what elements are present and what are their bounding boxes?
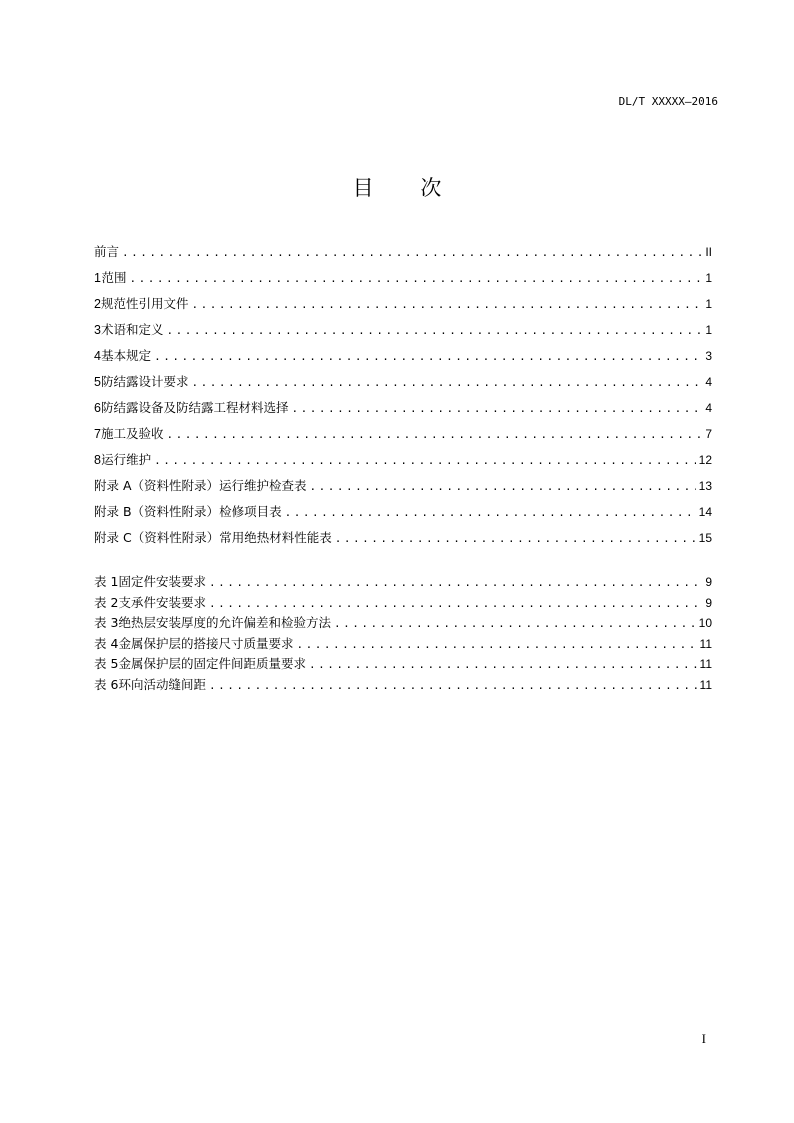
appendix-prefix: 附录 C（资料性附录） xyxy=(94,530,220,545)
toc-entry-label: 防结露设计要求 xyxy=(100,374,189,389)
toc-entry-label: 范围 xyxy=(101,270,127,285)
toc-entry-foreword[interactable] xyxy=(94,239,712,265)
document-code: DL/T XXXXX—2016 xyxy=(618,95,718,108)
toc-entry-scope[interactable] xyxy=(94,265,712,291)
dot-leader xyxy=(167,422,703,448)
dot-leader xyxy=(334,614,696,635)
table-entry[interactable] xyxy=(94,613,712,634)
toc-entry-page: 15 xyxy=(698,531,712,545)
dot-leader xyxy=(285,500,696,526)
toc-entry-page: II xyxy=(705,245,712,259)
table-entry[interactable] xyxy=(94,572,712,593)
toc-entry-page: 7 xyxy=(705,427,712,441)
table-entry-page: 9 xyxy=(705,575,712,589)
toc-entry-page: 4 xyxy=(705,401,712,415)
toc-entry-label: 施工及验收 xyxy=(100,426,164,441)
table-number: 表 3 xyxy=(94,615,119,630)
toc-entry-appendix-b[interactable] xyxy=(94,499,712,525)
toc-entry-appendix-c[interactable] xyxy=(94,525,712,551)
toc-entry-appendix-a[interactable] xyxy=(94,473,712,499)
toc-entry-equipment-materials[interactable] xyxy=(94,395,712,421)
table-entry-label: 绝热层安装厚度的允许偏差和检验方法 xyxy=(118,615,331,630)
list-of-tables xyxy=(94,572,712,695)
table-number: 表 2 xyxy=(94,594,119,610)
table-entry-label: 固定件安装要求 xyxy=(118,574,206,589)
table-entry[interactable] xyxy=(94,634,712,655)
toc-entry-label: 基本规定 xyxy=(101,348,152,363)
toc-entry-label: 常用绝热材料性能表 xyxy=(219,530,332,545)
dot-leader xyxy=(167,318,703,344)
table-entry-label: 金属保护层的搭接尺寸质量要求 xyxy=(118,635,294,651)
appendix-prefix: 附录 A（资料性附录） xyxy=(94,478,220,493)
toc-entry-page: 1 xyxy=(705,271,712,285)
page-number: I xyxy=(701,1031,706,1046)
toc-entry-operation-maintenance[interactable] xyxy=(94,447,712,473)
table-number: 表 6 xyxy=(94,676,119,692)
dot-leader xyxy=(209,676,697,697)
page-title: 目 次 xyxy=(352,176,462,200)
toc-entry-label: 规范性引用文件 xyxy=(100,296,189,311)
table-entry-label: 环向活动缝间距 xyxy=(118,676,206,692)
toc-entry-page: 14 xyxy=(698,505,712,519)
toc-entry-page: 4 xyxy=(705,375,712,389)
dot-leader xyxy=(191,370,702,396)
dot-leader xyxy=(191,292,702,318)
toc-entry-normative-references[interactable] xyxy=(94,291,712,317)
table-entry-page: 11 xyxy=(699,657,712,671)
toc-entry-terms[interactable] xyxy=(94,317,712,343)
toc-entry-label: 运行维护检查表 xyxy=(219,478,307,493)
table-entry-label: 支承件安装要求 xyxy=(118,594,206,610)
toc-entry-number: 1 xyxy=(94,271,101,285)
toc-entry-construction-acceptance[interactable] xyxy=(94,421,712,447)
toc-entry-label: 术语和定义 xyxy=(100,322,164,337)
toc-entry-page: 3 xyxy=(705,349,712,363)
dot-leader xyxy=(122,240,702,266)
dot-leader xyxy=(154,448,696,474)
toc-entry-number: 7 xyxy=(94,427,101,441)
dot-leader xyxy=(309,655,697,676)
table-entry-page: 10 xyxy=(698,616,712,630)
toc-entry-number: 3 xyxy=(94,323,101,337)
dot-leader xyxy=(154,344,702,370)
table-entry-page: 9 xyxy=(705,595,712,610)
toc-entry-page: 1 xyxy=(705,323,712,337)
table-number: 表 4 xyxy=(94,635,119,651)
table-entry-page: 11 xyxy=(699,636,712,651)
toc-entry-number: 2 xyxy=(94,297,101,311)
table-entry[interactable] xyxy=(94,593,712,614)
toc-entry-page: 13 xyxy=(698,479,712,493)
toc-entry-label: 防结露设备及防结露工程材料选择 xyxy=(100,400,289,415)
appendix-prefix: 附录 B（资料性附录） xyxy=(94,504,220,519)
toc-entry-label: 运行维护 xyxy=(101,452,152,467)
dot-leader xyxy=(129,266,702,292)
toc-entry-design-requirements[interactable] xyxy=(94,369,712,395)
dot-leader xyxy=(335,526,696,552)
toc-entry-basic-rules[interactable] xyxy=(94,343,712,369)
toc-entry-label: 前言 xyxy=(94,244,120,259)
table-entry-page: 11 xyxy=(699,677,712,692)
dot-leader xyxy=(209,573,702,594)
dot-leader xyxy=(296,635,696,656)
toc-entry-number: 5 xyxy=(94,375,101,389)
dot-leader xyxy=(291,396,702,422)
table-entry-label: 金属保护层的固定件间距质量要求 xyxy=(118,656,306,671)
toc-entry-number: 4 xyxy=(94,349,101,363)
toc-entry-number: 6 xyxy=(94,401,101,415)
toc-entry-page: 1 xyxy=(705,297,712,311)
table-entry[interactable] xyxy=(94,675,712,696)
table-number: 表 5 xyxy=(94,656,119,671)
toc-entry-number: 8 xyxy=(94,453,101,467)
table-of-contents xyxy=(94,239,712,551)
table-entry[interactable] xyxy=(94,654,712,675)
dot-leader xyxy=(209,594,702,615)
table-number: 表 1 xyxy=(94,574,119,589)
toc-entry-label: 检修项目表 xyxy=(219,504,282,519)
toc-entry-page: 12 xyxy=(698,453,712,467)
dot-leader xyxy=(310,474,696,500)
